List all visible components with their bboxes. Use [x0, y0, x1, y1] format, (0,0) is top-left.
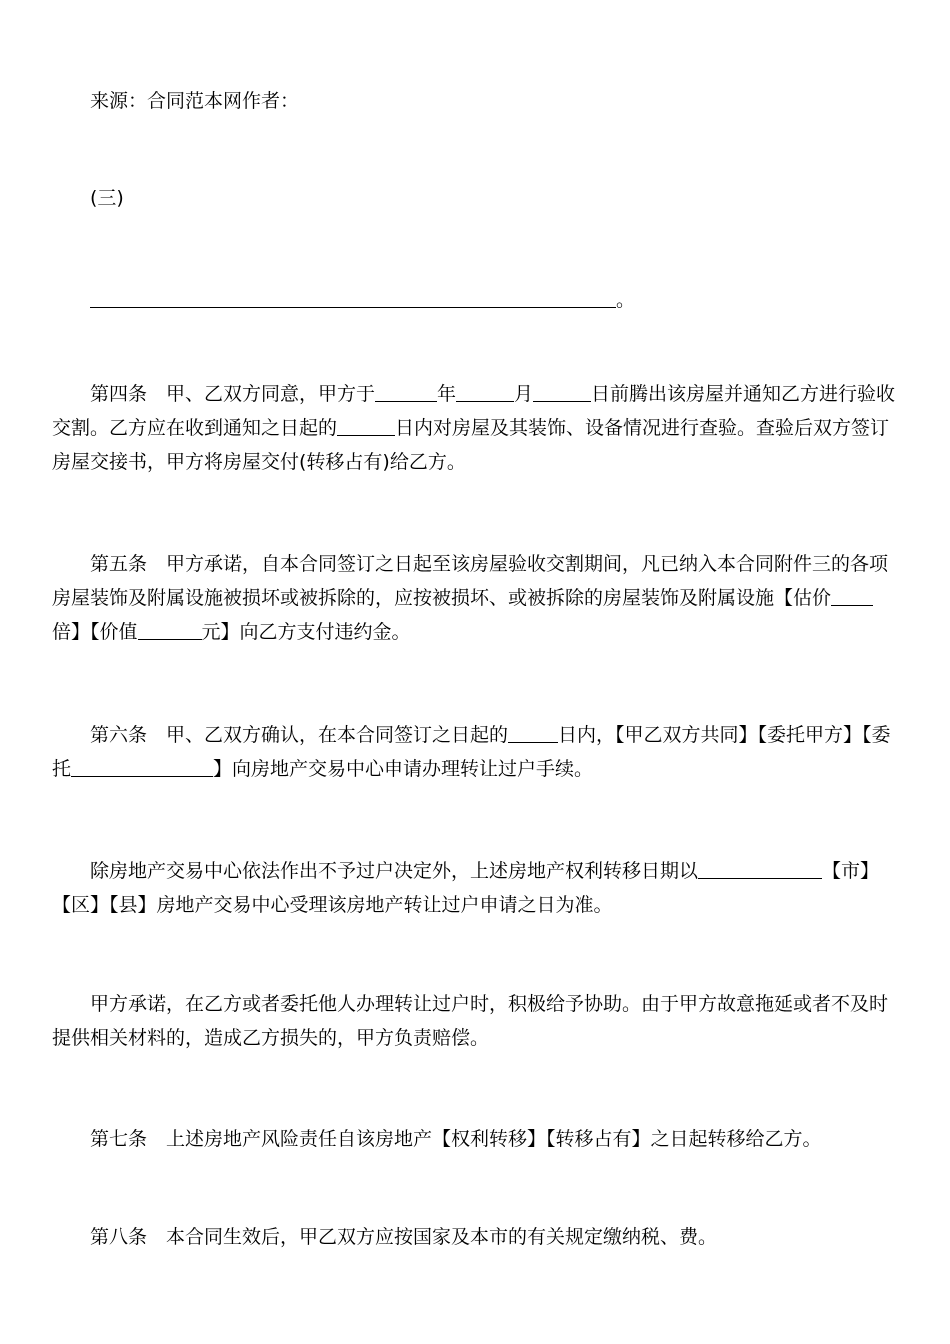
section-marker — [52, 181, 898, 215]
transfer-date-text-1: 除房地产交易中心依法作出不予过户决定外，上述房地产权利转移日期以 — [90, 860, 699, 882]
estimate-times-blank — [831, 583, 873, 606]
article-7-text: 第七条 上述房地产风险责任自该房地产【权利转移】【转移占有】之日起转移给乙方。 — [90, 1128, 822, 1150]
long-blank — [90, 285, 616, 308]
transfer-date-blank — [698, 856, 822, 879]
article-5 — [52, 547, 898, 649]
application-days-blank — [508, 720, 558, 743]
transfer-date-paragraph — [52, 854, 898, 922]
blank-line-end: 。 — [616, 289, 636, 311]
inspection-days-blank — [337, 413, 395, 436]
article-4-text-2: 日前腾出该房屋并通知乙方进行验收交割。乙方应在收到通知之日起的 — [52, 383, 896, 439]
source-text: 来源：合同范本网作者： — [90, 90, 300, 112]
article-4-text-3: 日内对房屋及其装饰、设备情况进行查验。查验后双方签订房屋交接书，甲方将房屋交付(转移占有)给乙方。 — [52, 417, 890, 473]
article-8-text: 第八条 本合同生效后，甲乙双方应按国家及本市的有关规定缴纳税、费。 — [90, 1226, 718, 1248]
article-6-text-3: 】向房地产交易中心申请办理转让过户手续。 — [213, 758, 594, 780]
article-4 — [52, 377, 898, 479]
article-6 — [52, 718, 898, 786]
transfer-date-text-2: 【市】【区】【县】房地产交易中心受理该房地产转让过户申请之日为准。 — [52, 860, 880, 916]
entrustee-blank — [71, 754, 213, 777]
article-4-month-label: 月 — [514, 383, 534, 405]
section-marker-text: (三) — [90, 187, 124, 209]
article-4-text-1: 第四条 甲、乙双方同意，甲方于 — [90, 383, 376, 405]
blank-fill-line — [52, 283, 898, 317]
value-blank — [138, 617, 202, 640]
day-blank — [533, 379, 591, 402]
cooperation-paragraph — [52, 987, 898, 1055]
article-8 — [52, 1220, 898, 1254]
article-6-text-1: 第六条 甲、乙双方确认，在本合同签订之日起的 — [90, 724, 509, 746]
article-6-text-2: 日内，【甲乙双方共同】【委托甲方】【委托 — [52, 724, 891, 780]
article-5-text-2: 倍】【价值 — [52, 621, 138, 643]
article-5-text-3: 元】向乙方支付违约金。 — [201, 621, 411, 643]
cooperation-text: 甲方承诺，在乙方或者委托他人办理转让过户时，积极给予协助。由于甲方故意拖延或者不及时提供相关材料的，造成乙方损失的，甲方负责赔偿。 — [52, 993, 889, 1049]
year-blank — [375, 379, 437, 402]
article-5-text-1: 第五条 甲方承诺，自本合同签订之日起至该房屋验收交割期间，凡已纳入本合同附件三的各项房屋装饰及附属设施被损坏或被拆除的，应按被损坏、或被拆除的房屋装饰及附属设施【估价 — [52, 553, 889, 609]
source-line — [52, 84, 898, 118]
article-4-year-label: 年 — [437, 383, 457, 405]
month-blank — [456, 379, 514, 402]
article-7 — [52, 1122, 898, 1156]
